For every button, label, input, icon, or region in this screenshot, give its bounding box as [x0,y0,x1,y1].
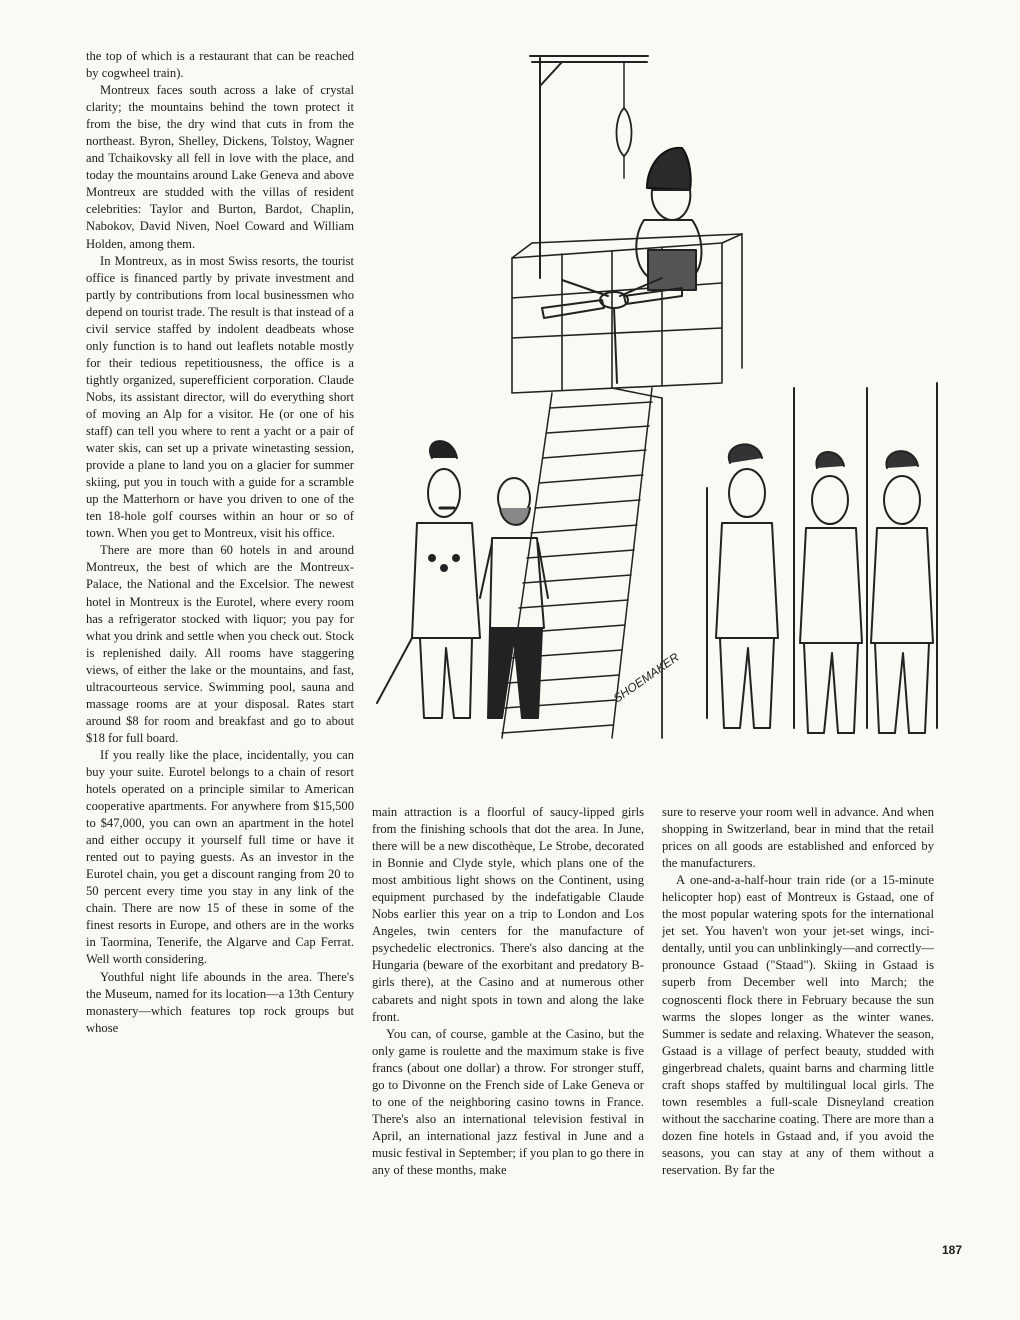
cartoon-signature: SHOEMAKER [610,650,682,706]
executioner-figure [636,148,701,290]
soldier-2 [794,388,862,733]
soldier-3 [867,383,937,733]
left-text-column [86,48,354,1037]
paragraph: Montreux faces south across a lake of crystal clarity; the mountains behind the town protect it from the bise, the dry wind that cuts in from the northeast. Byron, Shelley, Dickens, Tolstoy, Wagner and Tchaikovsky all fell in love with the place, and today the mountains around Lake Geneva and above Montreux are studded with the villas of resident celebrities: Taylor and Burton, Bardot, Chaplin, Nabokov, David Niven, Noel Coward and William Holden, among them. [86,83,354,251]
right-text-column [662,804,934,1179]
general-figure [377,441,480,718]
gallows-cartoon-illustration [362,38,962,778]
paragraph: If you really like the place, incidentally, you can buy your suite. Eurotel belongs to a chain of resort hotels operated on a principle similar to American cooperative apartments. For anywhere from $15,500 to $47,000, you can own an apartment in the hotel and either occupy it yourself full time or have it rented out to paying guests. As an investor in the Eurotel chain, you get a discount ranging from 20 to 50 percent every time you stay in any link of the chain. There are now 15 of these in some of the finest resorts in Europe, and others are in the works in Taormina, Tenerife, the Algarve and Cap Ferrat. Well worth considering. [86,747,354,967]
paragraph: the top of which is a restaurant that can be reached by cogwheel train). [86,49,354,81]
paragraph: There are more than 60 hotels in and around Montreux, the best of which are the Montreux-Palace, the National and the Excelsior. The newest hotel in Montreux is the Eurotel, where every room has a refrigerator stocked with liquor; you pay for what you drink and settle when you check out. Stock is replenished daily. All rooms have staggering views, of either the lake or the mountains, and fast, ultracourteous service. Swimming pool, sauna and massage rooms are at your disposal. Rates start around $8 for room and breakfast and go to about $18 for full board. [86,543,354,745]
middle-text-column [372,804,644,1179]
paragraph: Youthful night life abounds in the area. There's the Museum, named for its location—a 13th Century monastery—which features top rock groups but whose [86,969,354,1035]
paragraph: main attraction is a floorful of saucy-lipped girls from the finishing schools that dot the area. In June, there will be a new discothèque, Le Strobe, decorated in Bonnie and Clyde style, which plans one of the most ambitious light shows on the Continent, using equipment purchased by the indefatigable Claude Nobs earlier this year on a trip to London and Los Angeles, twin centers for the manufacture of psychedelic electronics. There's also dancing at the Hungaria (beware of the exorbitant and predatory B-girls there), at the Casino and at numerous other cabarets and night spots in town and along the lake front. [372,805,644,1024]
paragraph: In Montreux, as in most Swiss resorts, the tourist office is financed partly by private investment and partly by contributions from local businessmen who depend on tourist trade. The result is that instead of a civil service staffed by indolent deadbeats whose only function is to hand out leaflets notable mostly for their tedious repetitiousness, the office is a tightly organized, superefficient corporation. Claude Nobs, its assistant director, will do everything short of moving an Alp for a visitor. He (or one of his staff) can tell you where to rent a yacht or a pair of water skis, can set up a private winetasting session, provide a plane to land you on a glacier for summer skiing, put you in touch with a guide for a scramble up the Matterhorn or have you driven to one of the ten 18-hole golf courses within an hour or so of town. When you get to Montreux, visit his office. [86,253,354,541]
paragraph: You can, of course, gamble at the Casino, but the only game is roulette and the maximum stake is five francs (about one dollar) a throw. For stronger stuff, go to Divonne on the French side of Lake Geneva or to one of the neighboring casino towns in France. There's also an international television festival in April, an international jazz festival in June and a music festival in September; if you plan to go there in any of these months, make [372,1026,644,1177]
page-number: 187 [942,1243,963,1257]
platform-railing [512,234,742,393]
soldiers-group [707,383,937,733]
gallows-frame [530,56,648,278]
paragraph: A one-and-a-half-hour train ride (or a 15-minute helicopter hop) east of Montreux is Gstaad, one of the most popular watering spots for the international jet set. You haven't won your jet-set wings, incidentally, until you can unblinkingly—and correctly—pronounce Gstaad ("Staad"). Skiing in Gstaad is superb from December well into March; the cognoscenti flock there in February because the sun warms the slopes longer as the winter wanes. Summer is sedate and relaxing. Whatever the season, Gstaad is a village of perfect beauty, studded with gingerbread chalets, quaint barns and charming little craft shops staffed by multilingual local girls. The town resembles a full-scale Disneyland creation without the saccharine coating. There are more than a dozen fine hotels in Gstaad and, if you avoid the seasons, you can stay at any of them without a reservation. By far the [662,873,934,1177]
paragraph: sure to reserve your room well in advance. And when shopping in Switzerland, bear in mind that the retail prices on all goods are established and enforced by the manufacturers. [662,805,934,871]
soldier-1 [707,444,778,728]
